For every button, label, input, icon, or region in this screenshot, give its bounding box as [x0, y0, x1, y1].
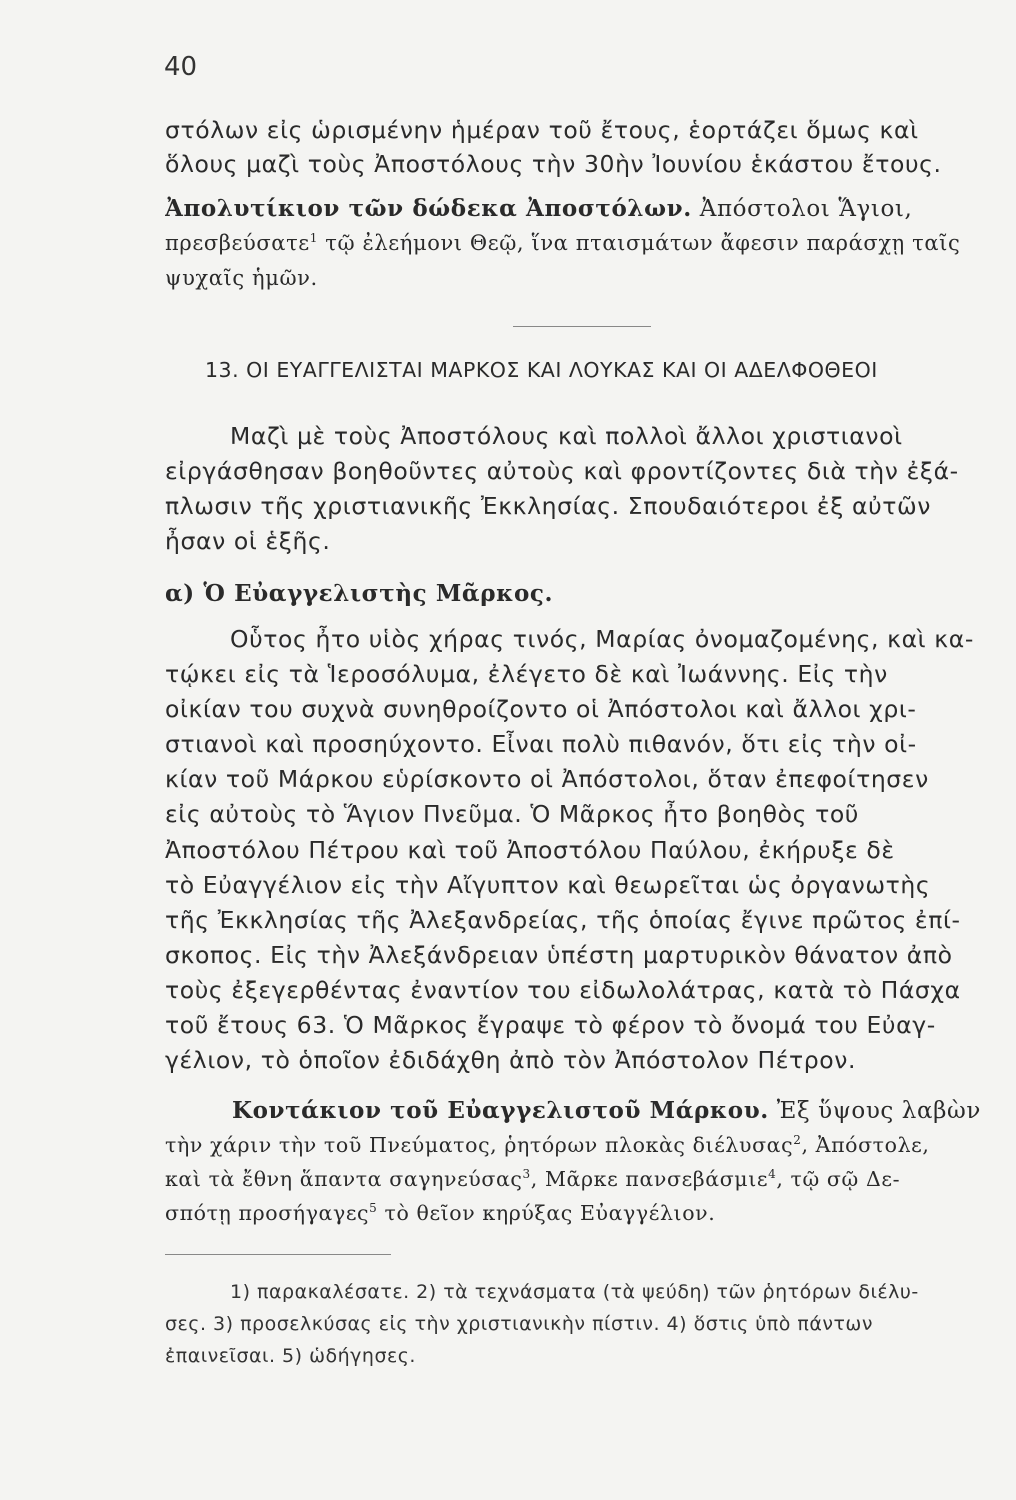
- text-line: τοῦ ἔτους 63. Ὁ Μᾶρκος ἔγραψε τὸ φέρον τὸ ὄνομά του Εὐαγ-: [165, 1011, 936, 1039]
- footnote-mark: 4: [768, 1167, 777, 1182]
- text-line: ὅλους μαζὶ τοὺς Ἀποστόλους τὴν 30ὴν Ἰουνίου ἑκάστου ἔτους.: [165, 150, 942, 178]
- text-line: στιανοὶ καὶ προσηύχοντο. Εἶναι πολὺ πιθανόν, ὅτι εἰς τὴν οἰ-: [165, 730, 917, 758]
- text-line: τῴκει εἰς τὰ Ἱεροσόλυμα, ἐλέγετο δὲ καὶ Ἰωάννης. Εἰς τὴν: [165, 660, 888, 688]
- text-line: οἰκίαν του συχνὰ συνηθροίζοντο οἱ Ἀπόστολοι καὶ ἄλλοι χρι-: [165, 695, 917, 723]
- text-line: κίαν τοῦ Μάρκου εὑρίσκοντο οἱ Ἀπόστολοι, ὅταν ἐπεφοίτησεν: [165, 765, 929, 793]
- text-line: τῆς Ἐκκλησίας τῆς Ἀλεξανδρείας, τῆς ὁποίας ἔγινε πρῶτος ἐπί-: [165, 906, 961, 934]
- separator-rule: [513, 326, 651, 327]
- kontakion-line-1: [232, 1097, 1010, 1124]
- kontakion-line-3: [165, 1167, 1010, 1191]
- apolytikion-line-1: [165, 195, 1010, 222]
- apolytikion-text: πρεσβεύσατε: [165, 231, 310, 255]
- kontakion-line-4: [165, 1201, 1010, 1225]
- footnote-mark: 3: [522, 1167, 531, 1182]
- text-line: σκοπος. Εἰς τὴν Ἀλεξάνδρειαν ὑπέστη μαρτυρικὸν θάνατον ἀπὸ: [165, 941, 953, 969]
- kontakion-text: τὴν χάριν τὴν τοῦ Πνεύματος, ῥητόρων πλοκὰς διέλυσας: [165, 1133, 794, 1157]
- kontakion-text: , Ἀπόστολε,: [801, 1133, 930, 1157]
- apolytikion-line-3: ψυχαῖς ἡμῶν.: [165, 266, 318, 290]
- footnote-mark: 1: [309, 231, 319, 245]
- text-line: Οὗτος ἦτο υἱὸς χήρας τινός, Μαρίας ὀνομαζομένης, καὶ κα-: [230, 625, 974, 653]
- text-line: Μαζὶ μὲ τοὺς Ἀποστόλους καὶ πολλοὶ ἄλλοι χριστιανοὶ: [230, 422, 903, 450]
- text-line: εἰς αὐτοὺς τὸ Ἅγιον Πνεῦμα. Ὁ Μᾶρκος ἦτο βοηθὸς τοῦ: [165, 800, 860, 828]
- footnote-line: 1) παρακαλέσατε. 2) τὰ τεχνάσματα (τὰ ψεύδη) τῶν ῥητόρων διέλυ-: [230, 1281, 919, 1303]
- kontakion-line-2: [165, 1133, 1010, 1157]
- apolytikion-line-2: [165, 231, 1010, 255]
- subheading: α) Ὁ Εὐαγγελιστὴς Μᾶρκος.: [165, 580, 554, 607]
- text-line: πλωσιν τῆς χριστιανικῆς Ἐκκλησίας. Σπουδαιότεροι ἐξ αὐτῶν: [165, 492, 932, 520]
- footnote-rule: [165, 1254, 391, 1255]
- text-line: εἰργάσθησαν βοηθοῦντες αὐτοὺς καὶ φροντίζοντες διὰ τὴν ἐξά-: [165, 457, 959, 485]
- footnote-line: ἐπαινεῖσαι. 5) ὡδήγησες.: [165, 1345, 416, 1367]
- page-number: 40: [164, 52, 198, 82]
- apolytikion-text: Ἀπόστολοι Ἅγιοι,: [691, 196, 913, 222]
- kontakion-text: , τῷ σῷ Δε-: [776, 1167, 901, 1191]
- footnote-mark: 2: [793, 1133, 802, 1148]
- text-line: στόλων εἰς ὡρισμένην ἡμέραν τοῦ ἔτους, ἑορτάζει ὅμως καὶ: [165, 116, 919, 144]
- kontakion-text: Ἐξ ὕψους λαβὼν: [768, 1098, 981, 1124]
- apolytikion-text: τῷ ἐλεήμονι Θεῷ, ἵνα πταισμάτων ἄφεσιν παράσχῃ ταῖς: [318, 231, 961, 255]
- kontakion-text: σπότῃ προσήγαγες: [165, 1201, 370, 1225]
- kontakion-text: καὶ τὰ ἔθνη ἅπαντα σαγηνεύσας: [165, 1167, 523, 1191]
- footnote-line: σες. 3) προσελκύσας εἰς τὴν χριστιανικὴν πίστιν. 4) ὅστις ὑπὸ πάντων: [165, 1313, 873, 1335]
- text-line: ἦσαν οἱ ἑξῆς.: [165, 527, 331, 555]
- text-line: γέλιον, τὸ ὁποῖον ἐδιδάχθη ἀπὸ τὸν Ἀπόστολον Πέτρον.: [165, 1046, 857, 1074]
- kontakion-text: τὸ θεῖον κηρύξας Εὐαγγέλιον.: [377, 1201, 716, 1225]
- footnote-mark: 5: [369, 1201, 378, 1216]
- text-line: τοὺς ἐξεγερθέντας ἐναντίον του εἰδωλολάτρας, κατὰ τὸ Πάσχα: [165, 976, 961, 1004]
- apolytikion-title: Ἀπολυτίκιον τῶν δώδεκα Ἀποστόλων.: [165, 195, 692, 222]
- text-line: Ἀποστόλου Πέτρου καὶ τοῦ Ἀποστόλου Παύλου, ἐκήρυξε δὲ: [165, 836, 895, 864]
- section-heading: 13. ΟΙ ΕΥΑΓΓΕΛΙΣΤΑΙ ΜΑΡΚΟΣ ΚΑΙ ΛΟΥΚΑΣ ΚΑΙ ΟΙ ΑΔΕΛΦΟΘΕΟΙ: [205, 358, 878, 382]
- text-line: τὸ Εὐαγγέλιον εἰς τὴν Αἴγυπτον καὶ θεωρεῖται ὡς ὀργανωτὴς: [165, 871, 931, 899]
- kontakion-text: , Μᾶρκε πανσεβάσμιε: [530, 1167, 769, 1191]
- kontakion-title: Κοντάκιον τοῦ Εὐαγγελιστοῦ Μάρκου.: [232, 1097, 769, 1124]
